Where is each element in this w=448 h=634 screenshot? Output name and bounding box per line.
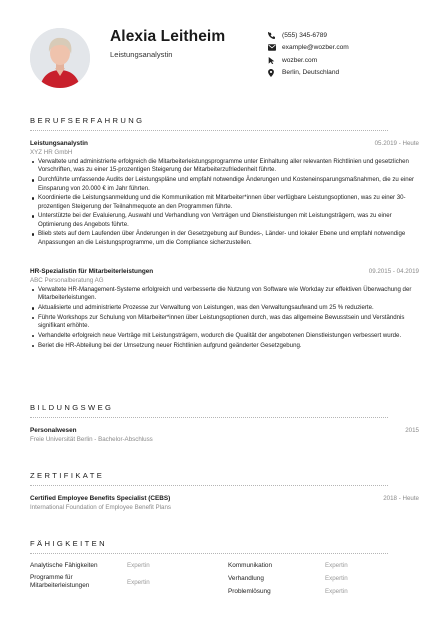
- skill-level: Expertin: [325, 562, 348, 569]
- contact-phone-text: (555) 345-6789: [282, 31, 328, 39]
- section-title-education: BILDUNGSWEG: [30, 403, 114, 412]
- job-title: Leistungsanalystin: [30, 140, 88, 147]
- job-date: 09.2015 - 04.2019: [368, 268, 419, 275]
- skill-level: Expertin: [325, 588, 348, 595]
- list-item: Koordinierte die Leistungsanmeldung und die Kommunikation mit Mitarbeiter*innen über verfügbare Leistungsoptionen, was zu einer 30-prozentigen Steigerung der Teilnahmequote an den Programmen führte.: [30, 194, 420, 211]
- list-item: Aktualisierte und administrierte Prozesse zur Verwaltung von Leistungen, was den Verwaltungsaufwand um 25 % reduzierte.: [30, 304, 420, 312]
- education-institution: Freie Universität Berlin - Bachelor-Abschluss: [30, 436, 153, 443]
- section-divider: [30, 417, 388, 418]
- certificate-title: Certified Employee Benefits Specialist (CEBS): [30, 495, 171, 502]
- section-title-certificates: ZERTIFIKATE: [30, 471, 105, 480]
- contact-location-text: Berlin, Deutschland: [282, 69, 340, 77]
- certificate-issuer: International Foundation of Employee Benefit Plans: [30, 504, 172, 511]
- link-icon: [268, 57, 282, 64]
- education-title: Personalwesen: [30, 427, 77, 434]
- skill-level: Expertin: [127, 562, 150, 569]
- skill-level: Expertin: [325, 575, 348, 582]
- skill-name: Kommunikation: [228, 562, 273, 569]
- list-item: Beriet die HR-Abteilung bei der Umsetzung neuer Richtlinien aufgrund geänderter Gesetzgebung.: [30, 342, 420, 350]
- job-company: ABC Personalberatung AG: [30, 277, 104, 284]
- section-divider: [30, 485, 388, 486]
- section-divider: [30, 130, 388, 131]
- contact-phone: [268, 29, 438, 42]
- list-item: Durchführte umfassende Audits der Leistungspläne und empfahl notwendige Änderungen und Kosteneinsparungsmaßnahmen, die zu einer Einsparung von 20.000 € im Jahr führten.: [30, 176, 420, 193]
- contact-email[interactable]: [268, 42, 438, 55]
- skill-name: Analytische Fähigkeiten: [30, 562, 98, 569]
- section-title-skills: FÄHIGKEITEN: [30, 539, 108, 548]
- candidate-name: Alexia Leitheim: [110, 28, 226, 45]
- skill-name: Verhandlung: [228, 575, 264, 582]
- job-title: HR-Spezialistin für Mitarbeiterleistungen: [30, 268, 154, 275]
- location-icon: [268, 69, 282, 77]
- certificate-date: 2018 - Heute: [383, 495, 419, 502]
- list-item: Verhandelte erfolgreich neue Verträge mit Leistungsträgern, wodurch die Qualität der angebotenen Dienstleistungen verbessert wurde.: [30, 332, 420, 340]
- job-bullets: [30, 158, 420, 249]
- section-title-experience: BERUFSERFAHRUNG: [30, 116, 145, 125]
- list-item: Verwaltete HR-Management-Systeme erfolgreich und verbesserte die Nutzung von Software wie Workday zur effektiven Überwachung der Mitarbeiterleistungen.: [30, 286, 420, 303]
- list-item: Verwaltete und administrierte erfolgreich die Mitarbeiterleistungsprogramme unter Einhaltung aller relevanten Richtlinien und gesetzlichen Vorschriften, was zu einer 15-prozentigen Steigerung der Mitarbeiterzufriedenheit führte.: [30, 158, 420, 175]
- education-date: 2015: [405, 427, 419, 434]
- contact-website[interactable]: [268, 54, 438, 67]
- contact-website-text[interactable]: wozber.com: [282, 56, 318, 64]
- list-item: Unterstützte bei der Evaluierung, Auswahl und Verhandlung von Verträgen und Dienstleistungen mit Leistungsträgern, was zu einer Optimierung des Angebots führte.: [30, 212, 420, 229]
- phone-icon: [268, 32, 282, 39]
- candidate-role: Leistungsanalystin: [110, 50, 173, 59]
- skill-name: Problemlösung: [228, 588, 271, 595]
- list-item: Führte Workshops zur Schulung von Mitarbeiter*innen über Leistungsoptionen durch, was das allgemeine Bewusstsein und Verständnis signifikant erhöhte.: [30, 314, 420, 331]
- job-date: 05.2019 - Heute: [374, 140, 419, 147]
- profile-photo: [30, 28, 90, 88]
- job-company: XYZ HR GmbH: [30, 149, 73, 156]
- skill-name: Programme für Mitarbeiterleistungen: [30, 574, 90, 590]
- contact-list: [268, 29, 438, 79]
- list-item: Blieb stets auf dem Laufenden über Änderungen in der Gesetzgebung auf Bundes-, Länder- und lokaler Ebene und empfahl notwendige Anpassungen an die Leistungsprogramme, um die Compliance sicherzustellen.: [30, 230, 420, 247]
- contact-location: [268, 67, 438, 80]
- skill-level: Expertin: [127, 579, 150, 586]
- section-divider: [30, 553, 388, 554]
- contact-email-text[interactable]: example@wozber.com: [282, 44, 349, 52]
- job-bullets: [30, 286, 420, 351]
- email-icon: [268, 44, 282, 51]
